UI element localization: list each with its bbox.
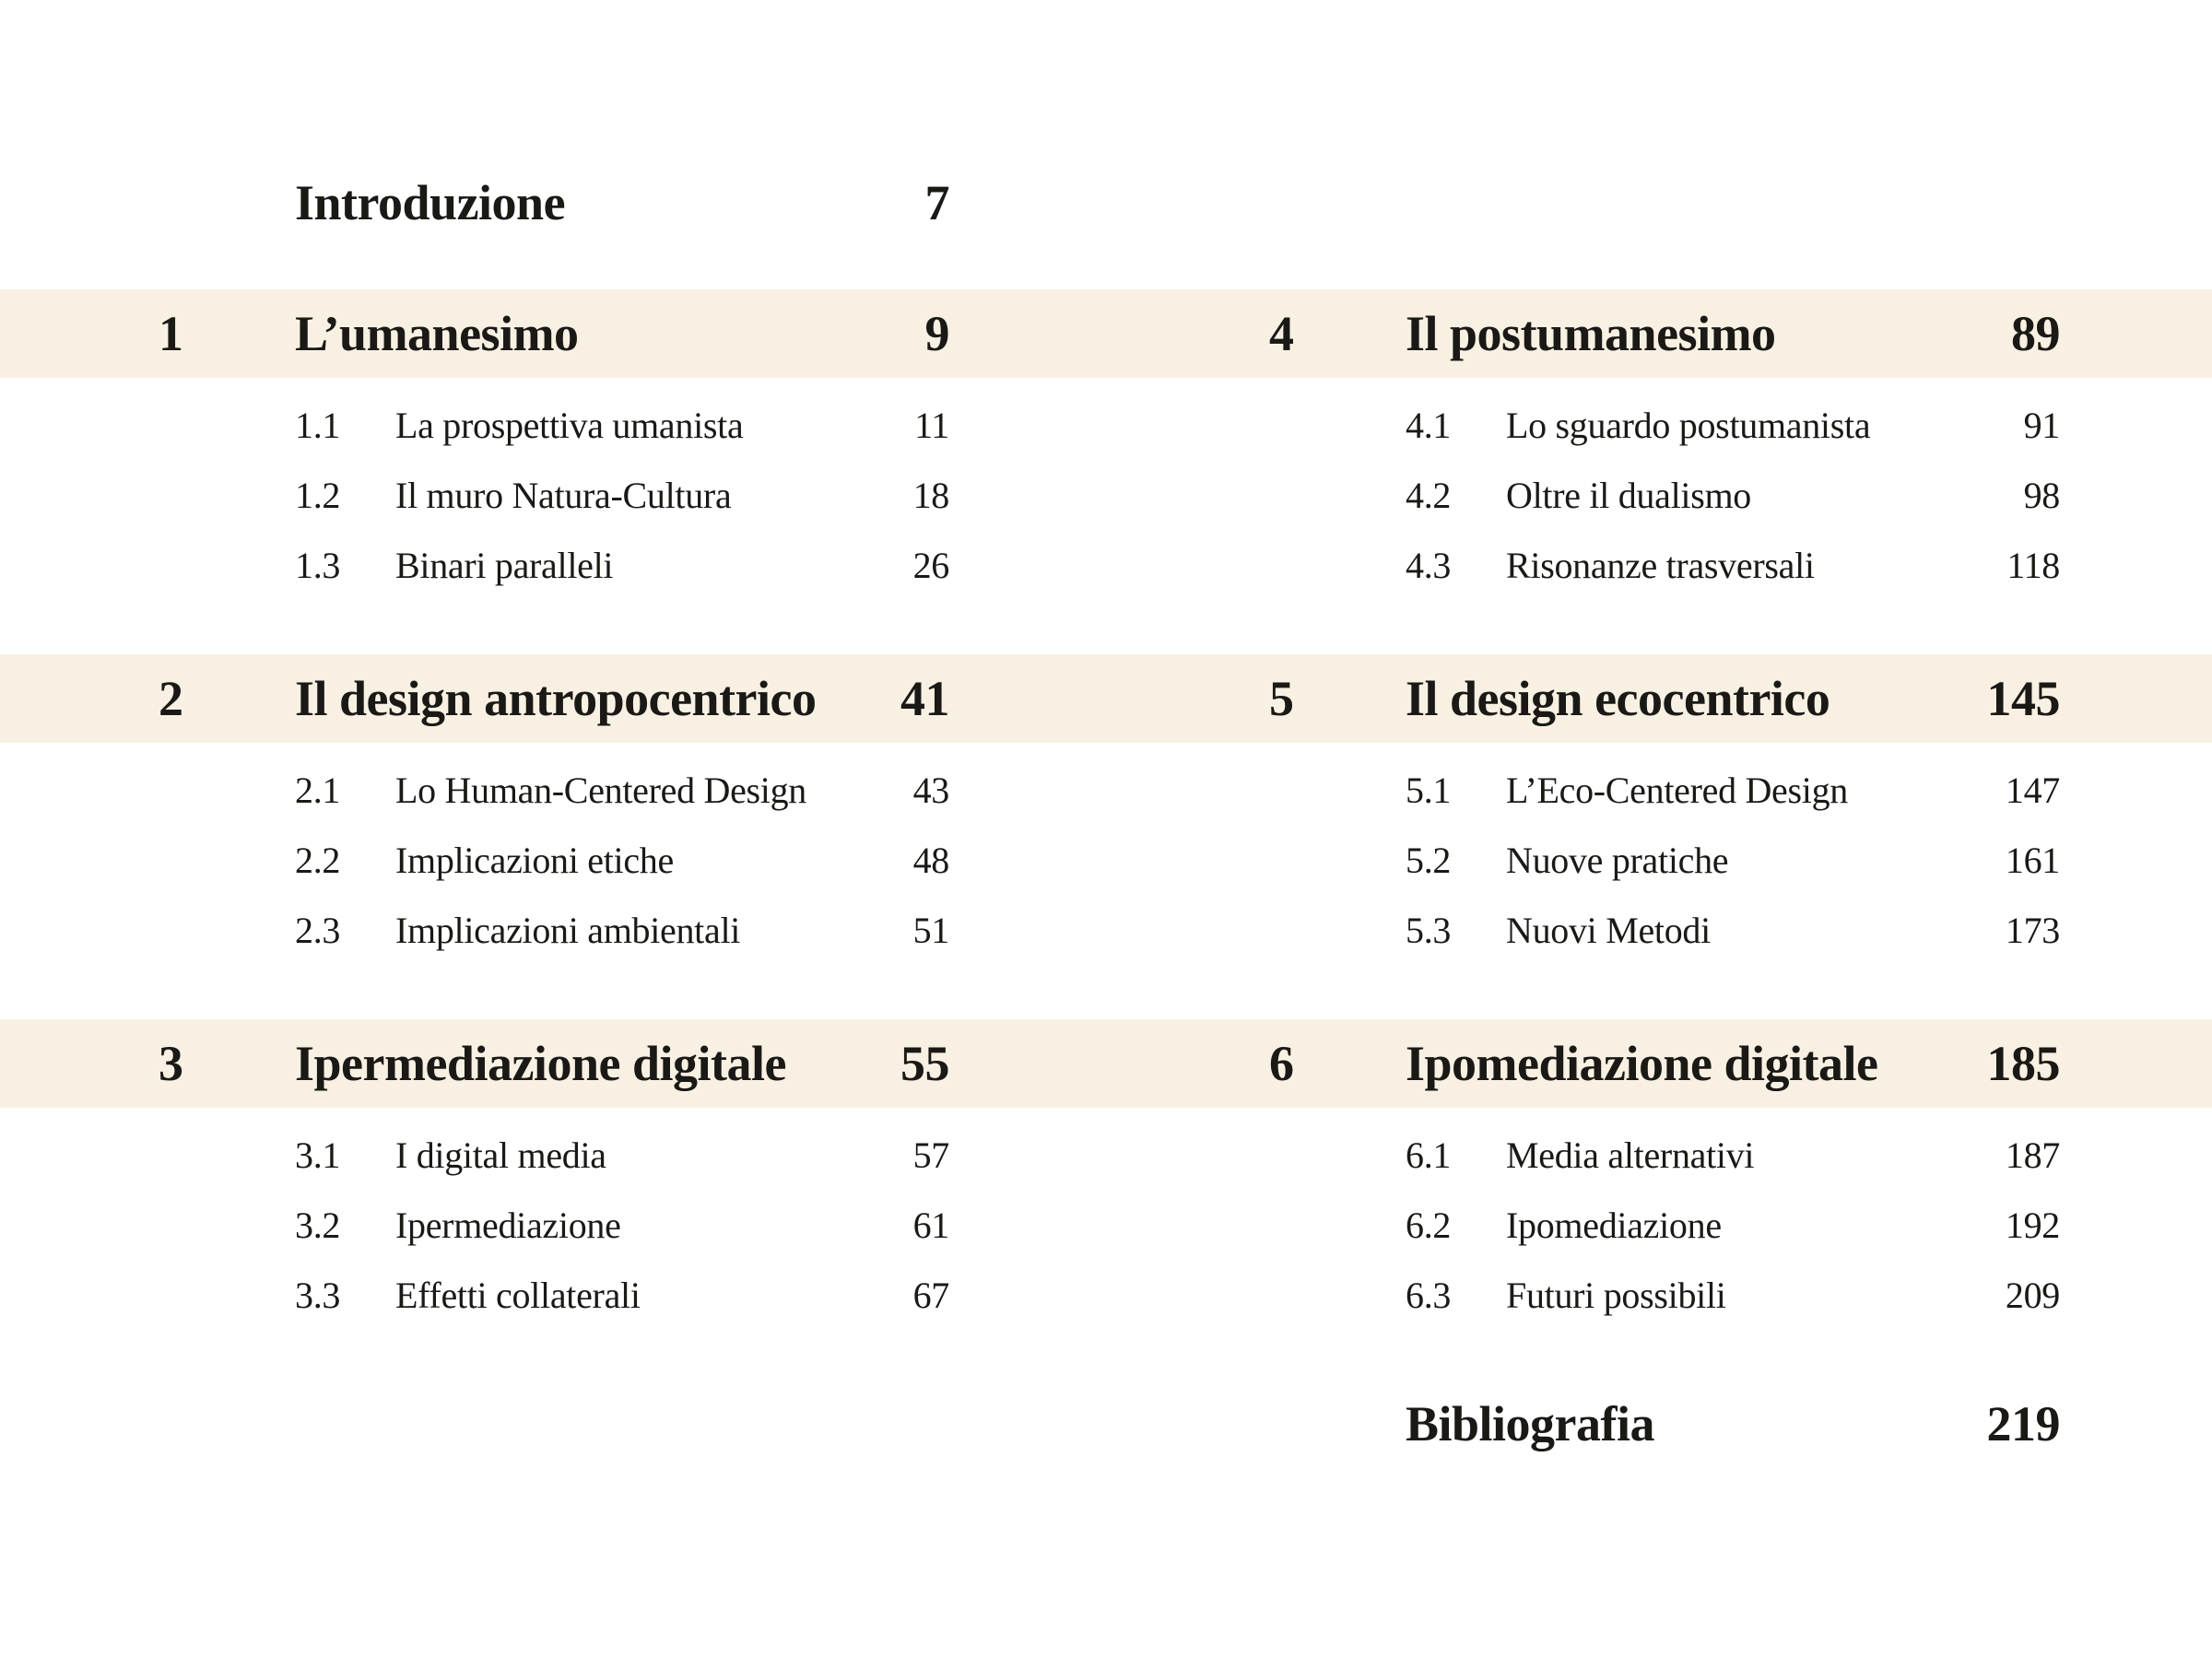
entry-title: Introduzione: [295, 175, 566, 230]
chapter-title: Ipermediazione digitale: [295, 1036, 786, 1091]
section-title: Implicazioni etiche: [395, 840, 674, 881]
chapter-number: 6: [1269, 1036, 1294, 1091]
chapter-number: 4: [1269, 306, 1294, 361]
section-number: 2.2: [295, 840, 341, 881]
section-number: 4.2: [1406, 475, 1452, 516]
chapter-title: L’umanesimo: [295, 306, 579, 361]
section-page-number: 147: [2005, 770, 2060, 811]
section-page-number: 187: [2005, 1134, 2060, 1176]
section-title: I digital media: [395, 1134, 606, 1176]
section-page-number: 18: [912, 475, 949, 516]
section-page-number: 161: [2005, 840, 2060, 881]
chapter-title: Il postumanesimo: [1406, 306, 1776, 361]
section-page-number: 118: [2006, 545, 2060, 586]
toc-entry-section-4-2[interactable]: [0, 461, 2212, 531]
toc-entry-chapter-4[interactable]: [0, 289, 2212, 378]
toc-entry-section-5-1[interactable]: [0, 756, 2212, 826]
section-number: 4.3: [1406, 545, 1452, 586]
section-title: Lo sguardo postumanista: [1506, 405, 1871, 446]
section-title: Binari paralleli: [395, 545, 614, 586]
section-title: La prospettiva umanista: [395, 405, 744, 446]
section-number: 5.3: [1406, 910, 1452, 951]
section-title: Ipermediazione: [395, 1205, 621, 1246]
section-page-number: 61: [912, 1205, 949, 1246]
toc-entry-section-4-1[interactable]: [0, 391, 2212, 461]
chapter-number: 5: [1269, 671, 1294, 726]
section-number: 5.1: [1406, 770, 1452, 811]
chapter-number: 1: [159, 306, 183, 361]
toc-entry-introduction[interactable]: [0, 159, 2212, 247]
chapter-number: 3: [159, 1036, 183, 1091]
section-page-number: 91: [2023, 405, 2060, 446]
entry-page-number: 219: [1986, 1396, 2060, 1451]
section-number: 3.1: [295, 1134, 341, 1176]
section-page-number: 51: [912, 910, 949, 951]
section-title: Futuri possibili: [1506, 1275, 1726, 1316]
chapter-page-number: 55: [900, 1036, 949, 1091]
chapter-page-number: 145: [1986, 671, 2060, 726]
toc-entry-section-4-3[interactable]: [0, 531, 2212, 601]
section-number: 1.2: [295, 475, 341, 516]
section-title: Il muro Natura-Cultura: [395, 475, 732, 516]
section-page-number: 192: [2005, 1205, 2060, 1246]
section-page-number: 67: [912, 1275, 949, 1316]
section-number: 1.3: [295, 545, 341, 586]
section-title: Ipomediazione: [1506, 1205, 1722, 1246]
section-number: 2.1: [295, 770, 341, 811]
toc-entry-section-6-1[interactable]: [0, 1121, 2212, 1191]
section-page-number: 26: [912, 545, 949, 586]
toc-entry-section-6-3[interactable]: [0, 1261, 2212, 1331]
section-number: 2.3: [295, 910, 341, 951]
chapter-page-number: 41: [900, 671, 949, 726]
section-number: 6.2: [1406, 1205, 1452, 1246]
section-title: Nuove pratiche: [1506, 840, 1729, 881]
toc-entry-section-6-2[interactable]: [0, 1191, 2212, 1261]
section-title: Oltre il dualismo: [1506, 475, 1751, 516]
section-number: 1.1: [295, 405, 341, 446]
toc-entry-chapter-5[interactable]: [0, 654, 2212, 743]
toc-entry-chapter-6[interactable]: [0, 1019, 2212, 1108]
section-number: 6.3: [1406, 1275, 1452, 1316]
section-number: 3.2: [295, 1205, 341, 1246]
section-title: L’Eco-Centered Design: [1506, 770, 1848, 811]
chapter-title: Il design ecocentrico: [1406, 671, 1830, 726]
chapter-title: Il design antropocentrico: [295, 671, 817, 726]
section-title: Implicazioni ambientali: [395, 910, 741, 951]
chapter-page-number: 89: [2011, 306, 2060, 361]
section-title: Lo Human-Centered Design: [395, 770, 807, 811]
section-number: 3.3: [295, 1275, 341, 1316]
section-page-number: 43: [912, 770, 949, 811]
chapter-page-number: 9: [924, 306, 949, 361]
section-page-number: 98: [2023, 475, 2060, 516]
section-page-number: 57: [912, 1134, 949, 1176]
toc-entry-section-5-2[interactable]: [0, 826, 2212, 896]
section-page-number: 209: [2005, 1275, 2060, 1316]
chapter-page-number: 185: [1986, 1036, 2060, 1091]
section-number: 4.1: [1406, 405, 1452, 446]
section-number: 6.1: [1406, 1134, 1452, 1176]
toc-entry-section-5-3[interactable]: [0, 896, 2212, 966]
section-title: Nuovi Metodi: [1506, 910, 1711, 951]
section-title: Media alternativi: [1506, 1134, 1755, 1176]
chapter-title: Ipomediazione digitale: [1406, 1036, 1878, 1091]
entry-title: Bibliografia: [1406, 1396, 1655, 1451]
toc-entry-bibliography[interactable]: [0, 1380, 2212, 1468]
entry-page-number: 7: [924, 175, 949, 230]
section-page-number: 173: [2005, 910, 2060, 951]
section-title: Risonanze trasversali: [1506, 545, 1815, 586]
section-number: 5.2: [1406, 840, 1452, 881]
section-page-number: 11: [914, 405, 949, 446]
chapter-number: 2: [159, 671, 183, 726]
section-page-number: 48: [912, 840, 949, 881]
section-title: Effetti collaterali: [395, 1275, 641, 1316]
